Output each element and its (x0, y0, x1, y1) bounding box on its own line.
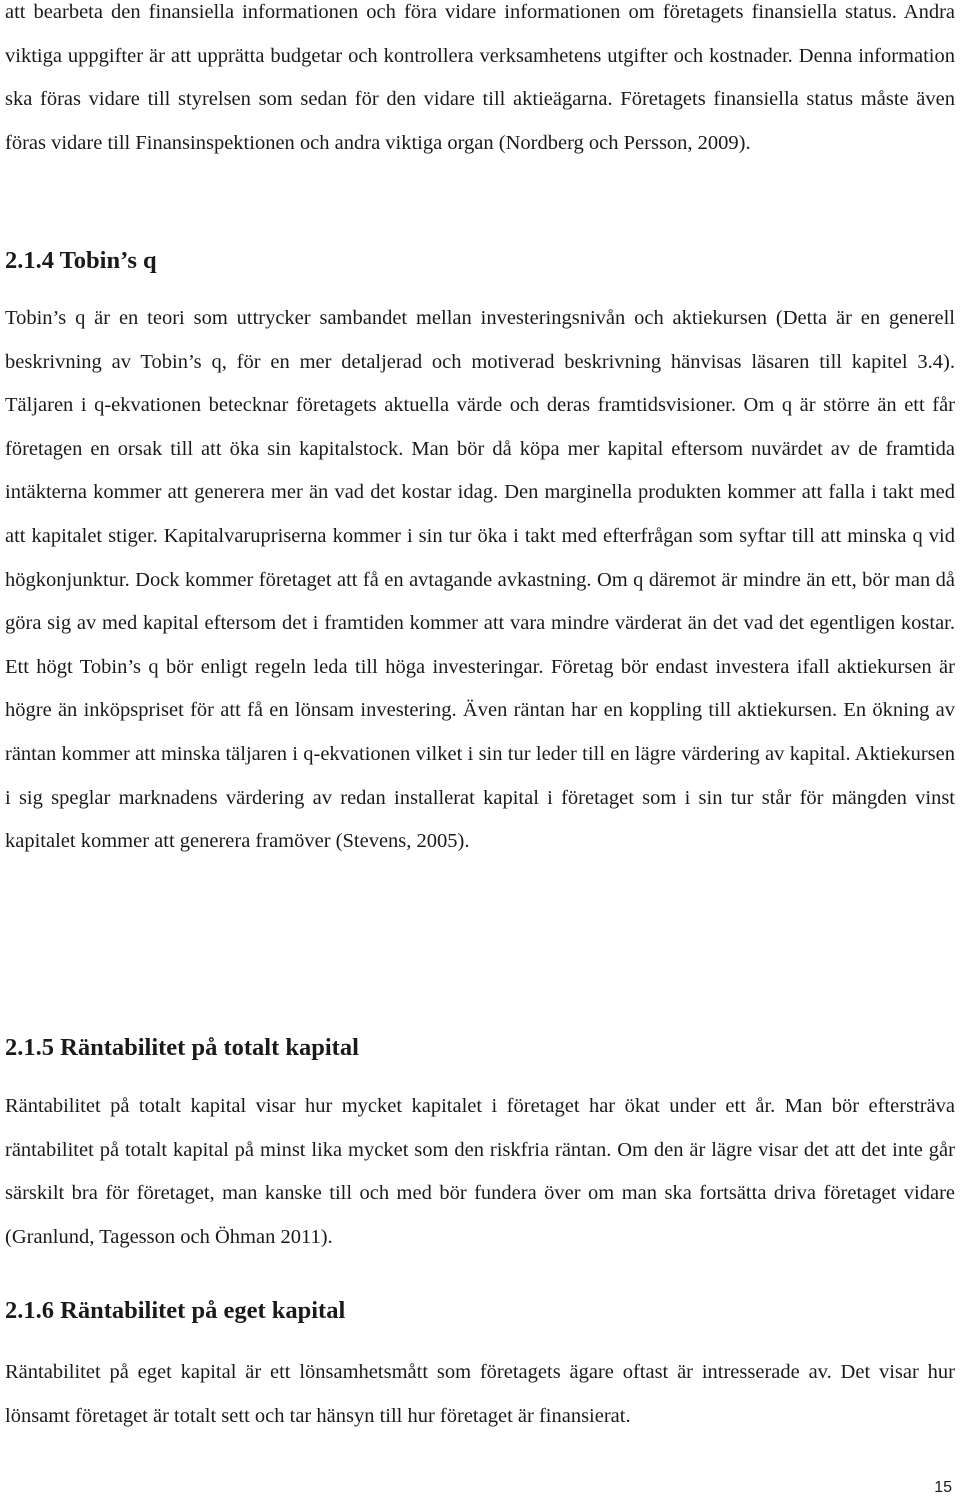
section-body-tobins-q: Tobin’s q är en teori som uttrycker sambandet mellan investeringsnivån och aktiekursen (Detta är en generell beskrivning av Tobin’s q, för en mer detaljerad och motiverad beskrivning hänvisas läsaren till kapitel 3.4). Täljaren i q-ekvationen betecknar företagets aktuella värde och deras framtidsvisioner. Om q är större än ett får företagen en orsak till att öka sin kapitalstock. Man bör då köpa mer kapital eftersom nuvärdet av de framtida intäkterna kommer att generera mer än vad det kostar idag. Den marginella produkten kommer att falla i takt med att kapitalet stiger. Kapitalvarupriserna kommer i sin tur öka i takt med efterfrågan som syftar till att minska q vid högkonjunktur. Dock kommer företaget att få en avtagande avkastning. Om q däremot är mindre än ett, bör man då göra sig av med kapital eftersom det i framtiden kommer att vara mindre värderat än det vad det egentligen kostar. Ett högt Tobin’s q bör enligt regeln leda till höga investeringar. Företag bör endast investera ifall aktiekursen är högre än inköpspriset för att få en lönsam investering. Även räntan har en koppling till aktiekursen. En ökning av räntan kommer att minska täljaren i q-ekvationen vilket i sin tur leder till en lägre värdering av kapital. Aktiekursen i sig speglar marknadens värdering av redan installerat kapital i företaget som i sin tur står för mängden vinst kapitalet kommer att generera framöver (Stevens, 2005). (5, 307, 955, 853)
section-heading-tobins-q: 2.1.4 Tobin’s q (5, 247, 157, 274)
section-heading-total-capital: 2.1.5 Räntabilitet på totalt kapital (5, 1034, 359, 1061)
section-body-equity: Räntabilitet på eget kapital är ett lönsamhetsmått som företagets ägare oftast är intresserade av. Det visar hur lönsamt företaget är totalt sett och tar hänsyn till hur företaget är finansierat. (5, 1361, 955, 1427)
page-number: 15 (934, 1479, 952, 1496)
intro-paragraph: att bearbeta den finansiella informationen och föra vidare informationen om företagets finansiella status. Andra viktiga uppgifter är att upprätta budgetar och kontrollera verksamhetens utgifter och kostnader. Denna information ska föras vidare till styrelsen som sedan för den vidare till aktieägarna. Företagets finansiella status måste även föras vidare till Finansinspektionen och andra viktiga organ (Nordberg och Persson, 2009). (5, 1, 955, 154)
section-body-total-capital: Räntabilitet på totalt kapital visar hur mycket kapitalet i företaget har ökat under ett år. Man bör eftersträva räntabilitet på totalt kapital på minst lika mycket som den riskfria räntan. Om den är lägre visar det att det inte går särskilt bra för företaget, man kanske till och med bör fundera över om man ska fortsätta driva företaget vidare (Granlund, Tagesson och Öhman 2011). (5, 1095, 955, 1248)
section-heading-equity: 2.1.6 Räntabilitet på eget kapital (5, 1297, 346, 1324)
